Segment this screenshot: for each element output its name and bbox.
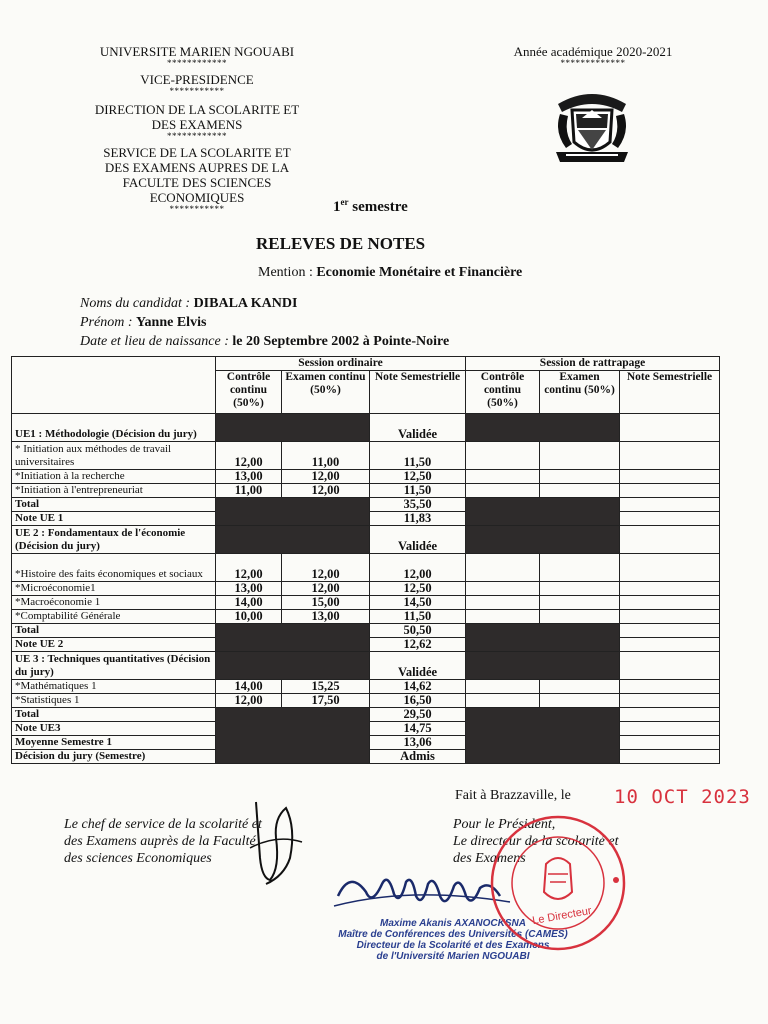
col-controle-continu-rattrapage: Contrôle continu (50%) [466, 371, 540, 414]
ue-header-row [12, 414, 720, 442]
course-note: 12,00 [370, 554, 466, 582]
empty-cell [540, 442, 620, 470]
shaded-cell [216, 414, 370, 442]
semester-word: semestre [348, 199, 408, 215]
course-cc: 10,00 [216, 610, 282, 624]
university-name: UNIVERSITE MARIEN NGOUABI [99, 44, 295, 59]
empty-cell [620, 554, 720, 582]
empty-cell [620, 442, 720, 470]
signatory-institution: de l'Université Marien NGOUABI [376, 951, 530, 962]
institution-header [62, 44, 332, 214]
empty-cell [620, 638, 720, 652]
table-row [12, 470, 720, 484]
shaded-cell [216, 526, 370, 554]
empty-cell [466, 442, 540, 470]
course-name: *Microéconomie1 [12, 582, 216, 596]
empty-cell [540, 596, 620, 610]
academic-year-block [478, 44, 708, 68]
course-ec: 12,00 [282, 470, 370, 484]
left-signatory-line-1: Le chef de service de la scolarité et [64, 817, 262, 832]
col-controle-continu: Contrôle continu (50%) [216, 371, 282, 414]
empty-cell [540, 610, 620, 624]
total-row [12, 498, 720, 512]
course-ec: 15,25 [282, 680, 370, 694]
signatory-role: Directeur de la Scolarité et des Examens [356, 940, 550, 951]
ue1-total: 35,50 [370, 498, 466, 512]
empty-cell [540, 554, 620, 582]
blank-header-cell [12, 357, 216, 371]
course-ec: 15,00 [282, 596, 370, 610]
table-row [12, 554, 720, 582]
shaded-cell [466, 498, 620, 526]
ue1-decision: Validée [370, 414, 466, 442]
ue3-total: 29,50 [370, 708, 466, 722]
course-note: 11,50 [370, 610, 466, 624]
ue3-label: UE 3 : Techniques quantitatives (Décision du jury) [12, 652, 216, 680]
session-rattrapage-header: Session de rattrapage [466, 357, 720, 371]
empty-cell [620, 498, 720, 512]
stars-separator: *********** [169, 204, 225, 214]
coat-of-arms-emblem [552, 88, 632, 168]
col-note-semestrielle: Note Semestrielle [370, 371, 466, 414]
service-line-3: FACULTE DES SCIENCES [122, 175, 272, 190]
ue3-note-label: Note UE3 [12, 722, 216, 736]
empty-cell [466, 596, 540, 610]
mention-label: Mention : [258, 265, 317, 280]
ue1-note: 11,83 [370, 512, 466, 526]
total-label: Total [12, 624, 216, 638]
course-cc: 12,00 [216, 554, 282, 582]
shaded-cell [216, 652, 370, 680]
empty-cell [620, 596, 720, 610]
candidate-info [80, 294, 449, 351]
empty-cell [466, 582, 540, 596]
document-title: RELEVES DE NOTES [256, 234, 426, 253]
shaded-cell [466, 414, 620, 442]
place-line: Fait à Brazzaville, le [455, 788, 571, 803]
ue2-note: 12,62 [370, 638, 466, 652]
mention-value: Economie Monétaire et Financière [316, 265, 523, 280]
empty-cell [540, 680, 620, 694]
course-ec: 11,00 [282, 442, 370, 470]
decision-label: Décision du jury (Semestre) [12, 750, 216, 764]
firstname-label: Prénom : [80, 315, 136, 330]
service-line-1: SERVICE DE LA SCOLARITE ET [103, 145, 291, 160]
ue2-note-label: Note UE 2 [12, 638, 216, 652]
course-note: 14,50 [370, 596, 466, 610]
course-name: *Initiation à l'entrepreneuriat [12, 484, 216, 498]
course-note: 12,50 [370, 582, 466, 596]
empty-cell [620, 414, 720, 442]
service-line-2: DES EXAMENS AUPRES DE LA [104, 160, 290, 175]
course-name: *Mathématiques 1 [12, 680, 216, 694]
session-header-row [12, 357, 720, 371]
table-row [12, 680, 720, 694]
course-ec: 12,00 [282, 582, 370, 596]
empty-cell [620, 484, 720, 498]
empty-cell [620, 680, 720, 694]
birth-value: le 20 Septembre 2002 à Pointe-Noire [232, 334, 450, 349]
table-row [12, 694, 720, 708]
total-row [12, 708, 720, 722]
left-signatory-line-3: des sciences Economiques [64, 851, 212, 866]
name-label: Noms du candidat : [80, 296, 194, 311]
empty-cell [620, 708, 720, 722]
blank-header-cell [12, 371, 216, 414]
total-label: Total [12, 498, 216, 512]
empty-cell [620, 610, 720, 624]
course-ec: 12,00 [282, 554, 370, 582]
semester-superscript: er [340, 197, 349, 207]
right-signatory-line-3: des Examens [453, 851, 526, 866]
course-cc: 14,00 [216, 596, 282, 610]
session-ordinaire-header: Session ordinaire [216, 357, 466, 371]
table-row [12, 582, 720, 596]
shaded-cell [216, 708, 370, 764]
course-note: 12,50 [370, 470, 466, 484]
col-examen-continu-rattrapage: Examen continu (50%) [540, 371, 620, 414]
course-name: *Macroéconomie 1 [12, 596, 216, 610]
course-name: *Statistiques 1 [12, 694, 216, 708]
table-row [12, 596, 720, 610]
empty-cell [466, 680, 540, 694]
right-signatory-line-2: Le directeur de la scolarité et [453, 834, 619, 849]
empty-cell [466, 470, 540, 484]
table-row [12, 610, 720, 624]
empty-cell [540, 470, 620, 484]
stars-separator: ************* [560, 58, 626, 68]
course-cc: 12,00 [216, 442, 282, 470]
table-row [12, 442, 720, 470]
course-cc: 12,00 [216, 694, 282, 708]
right-signatory-line-1: Pour le Président, [453, 817, 556, 832]
shaded-cell [216, 498, 370, 526]
left-signatory [64, 816, 262, 867]
left-signatory-line-2: des Examens auprès de la Faculté [64, 834, 256, 849]
stamp-center-text: Le Directeur [531, 904, 593, 928]
course-note: 16,50 [370, 694, 466, 708]
empty-cell [620, 694, 720, 708]
empty-cell [466, 610, 540, 624]
official-stamp [488, 808, 628, 958]
vice-presidence: VICE-PRESIDENCE [140, 72, 254, 87]
name-value: DIBALA KANDI [193, 296, 298, 311]
table-row [12, 484, 720, 498]
stars-separator: ************ [167, 58, 227, 68]
shaded-cell [466, 526, 620, 554]
course-cc: 11,00 [216, 484, 282, 498]
empty-cell [620, 722, 720, 736]
decision-value: Admis [370, 750, 466, 764]
signatory-title: Maître de Conférences des Universités (CAMES) [338, 929, 568, 940]
empty-cell [466, 694, 540, 708]
semester-label [333, 197, 408, 216]
col-examen-continu: Examen continu (50%) [282, 371, 370, 414]
empty-cell [620, 750, 720, 764]
firstname-value: Yanne Elvis [136, 315, 207, 330]
direction-line-1: DIRECTION DE LA SCOLARITE ET [94, 102, 300, 117]
empty-cell [620, 652, 720, 680]
empty-cell [620, 736, 720, 750]
empty-cell [540, 484, 620, 498]
academic-year: Année académique 2020-2021 [513, 44, 673, 59]
handwritten-signature-left [246, 798, 306, 893]
grades-table [11, 356, 720, 764]
stars-separator: ************ [167, 131, 227, 141]
empty-cell [620, 470, 720, 484]
empty-cell [466, 554, 540, 582]
semester-number: 1 [333, 199, 341, 215]
course-note: 11,50 [370, 442, 466, 470]
ue3-decision: Validée [370, 652, 466, 680]
signatory-name: Maxime Akanis AXANOCKSNA [380, 918, 526, 929]
ue1-note-label: Note UE 1 [12, 512, 216, 526]
mention-line [258, 265, 522, 281]
empty-cell [540, 694, 620, 708]
shaded-cell [466, 652, 620, 680]
course-name: *Initiation à la recherche [12, 470, 216, 484]
empty-cell [466, 484, 540, 498]
column-header-row [12, 371, 720, 414]
course-note: 11,50 [370, 484, 466, 498]
moyenne-value: 13,06 [370, 736, 466, 750]
ue2-total: 50,50 [370, 624, 466, 638]
shaded-cell [216, 624, 370, 652]
shaded-cell [466, 708, 620, 764]
course-cc: 14,00 [216, 680, 282, 694]
course-cc: 13,00 [216, 470, 282, 484]
ue-header-row [12, 526, 720, 554]
empty-cell [620, 512, 720, 526]
course-name: *Comptabilité Générale [12, 610, 216, 624]
course-ec: 13,00 [282, 610, 370, 624]
stars-separator: *********** [169, 86, 225, 96]
col-note-semestrielle-rattrapage: Note Semestrielle [620, 371, 720, 414]
empty-cell [620, 526, 720, 554]
empty-cell [620, 624, 720, 638]
direction-line-2: DES EXAMENS [151, 117, 243, 132]
course-note: 14,62 [370, 680, 466, 694]
birth-label: Date et lieu de naissance : [80, 334, 233, 349]
course-name: * Initiation aux méthodes de travail universitaires [12, 442, 216, 470]
course-ec: 17,50 [282, 694, 370, 708]
total-label: Total [12, 708, 216, 722]
moyenne-label: Moyenne Semestre 1 [12, 736, 216, 750]
empty-cell [540, 582, 620, 596]
shaded-cell [466, 624, 620, 652]
ue3-note: 14,75 [370, 722, 466, 736]
course-cc: 13,00 [216, 582, 282, 596]
ue2-label: UE 2 : Fondamentaux de l'économie (Décision du jury) [12, 526, 216, 554]
ue2-decision: Validée [370, 526, 466, 554]
ue1-label: UE1 : Méthodologie (Décision du jury) [12, 414, 216, 442]
course-name: *Histoire des faits économiques et sociaux [12, 554, 216, 582]
service-line-4: ECONOMIQUES [149, 190, 245, 205]
date-stamp: 10 OCT 2023 [614, 786, 751, 808]
empty-cell [620, 582, 720, 596]
total-row [12, 624, 720, 638]
ue-header-row [12, 652, 720, 680]
course-ec: 12,00 [282, 484, 370, 498]
